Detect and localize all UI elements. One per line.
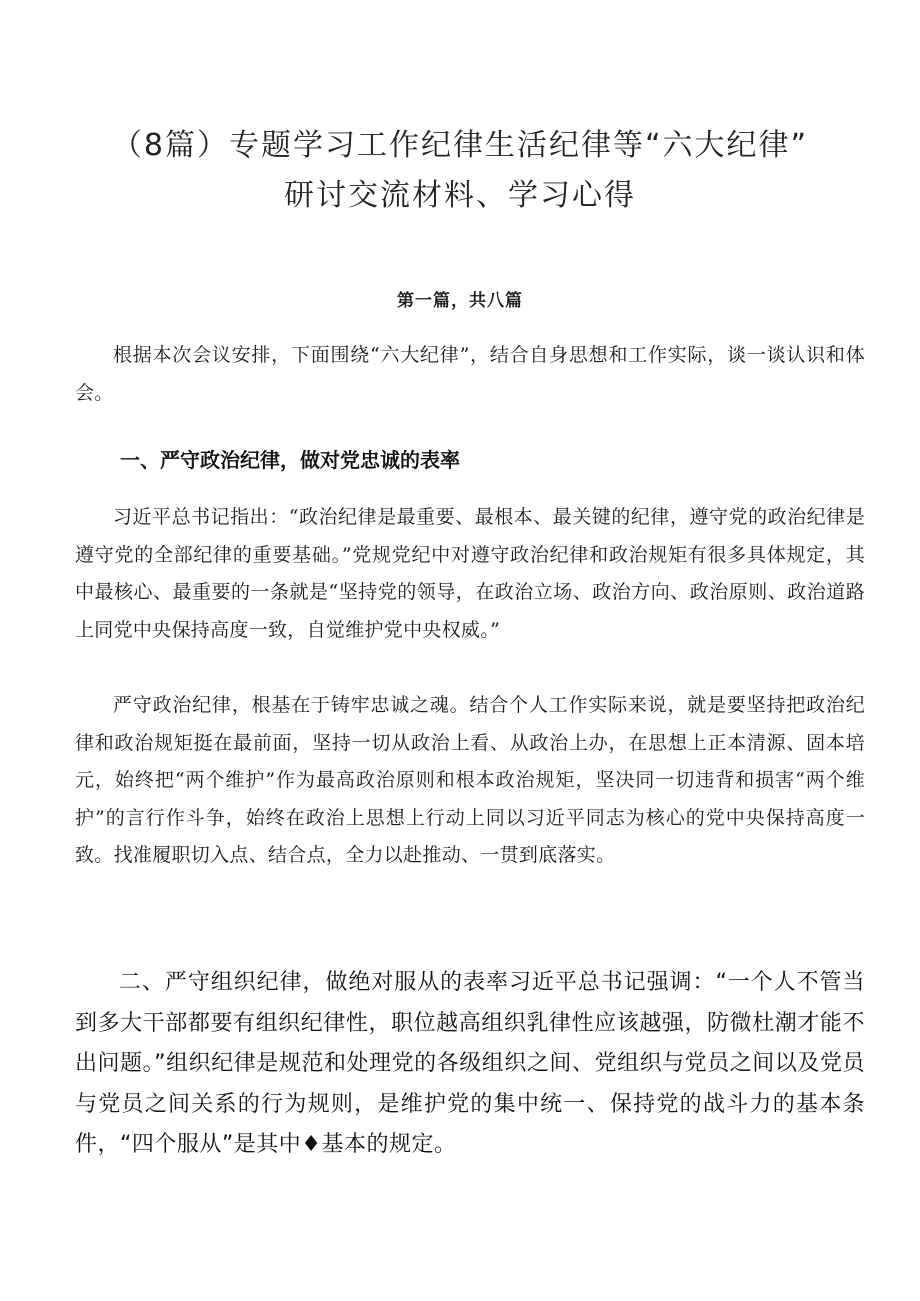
document-title-line2: 研讨交流材料、学习心得 — [284, 178, 636, 213]
section-organizational-discipline: 二、严守组织纪律，做绝对服从的表率习近平总书记强调：“一个人不管当到多大干部都要有组织纪律性，职位越高组织乳律性应该越强，防微杜潮才能不出问题。”组织纪律是规范和处理党的各级组织之间、党组织与党员之间以及党员与党员之间关系的行为规则，是维护党的集中统一、保持党的战斗力的基本条件，“四个服从”是其中♦基本的规定。 — [75, 970, 865, 1157]
section-heading-political-discipline: 一、严守政治纪律，做对党忠诚的表率 — [120, 448, 460, 472]
intro-paragraph: 根据本次会议安排，下面围绕“六大纪律”，结合自身思想和工作实际，谈一谈认识和体会。 — [75, 344, 865, 404]
chapter-label: 第一篇，共八篇 — [397, 291, 523, 311]
document-title-line1: （8篇）专题学习工作纪律生活纪律等“六大纪律” — [111, 128, 809, 163]
body-paragraph: 严守政治纪律，根基在于铸牢忠诚之魂。结合个人工作实际来说，就是要坚持把政治纪律和政治规矩挺在最前面，坚持一切从政治上看、从政治上办，在思想上正本清源、固本培元，始终把“两个维护”作为最高政治原则和根本政治规矩，坚决同一切违背和损害“两个维护”的言行作斗争，始终在政治上思想上行动上同以习近平同志为核心的党中央保持高度一致。找准履职切入点、结合点，全力以赴推动、一贯到底落实。 — [75, 694, 865, 866]
body-paragraph: 习近平总书记指出：“政治纪律是最重要、最根本、最关键的纪律，遵守党的政治纪律是遵守党的全部纪律的重要基础。”党规党纪中对遵守政治纪律和政治规矩有很多具体规定，其中最核心、最重要的一条就是“坚持党的领导，在政治立场、政治方向、政治原则、政治道路上同党中央保持高度一致，自觉维护党中央权威。” — [75, 506, 865, 641]
